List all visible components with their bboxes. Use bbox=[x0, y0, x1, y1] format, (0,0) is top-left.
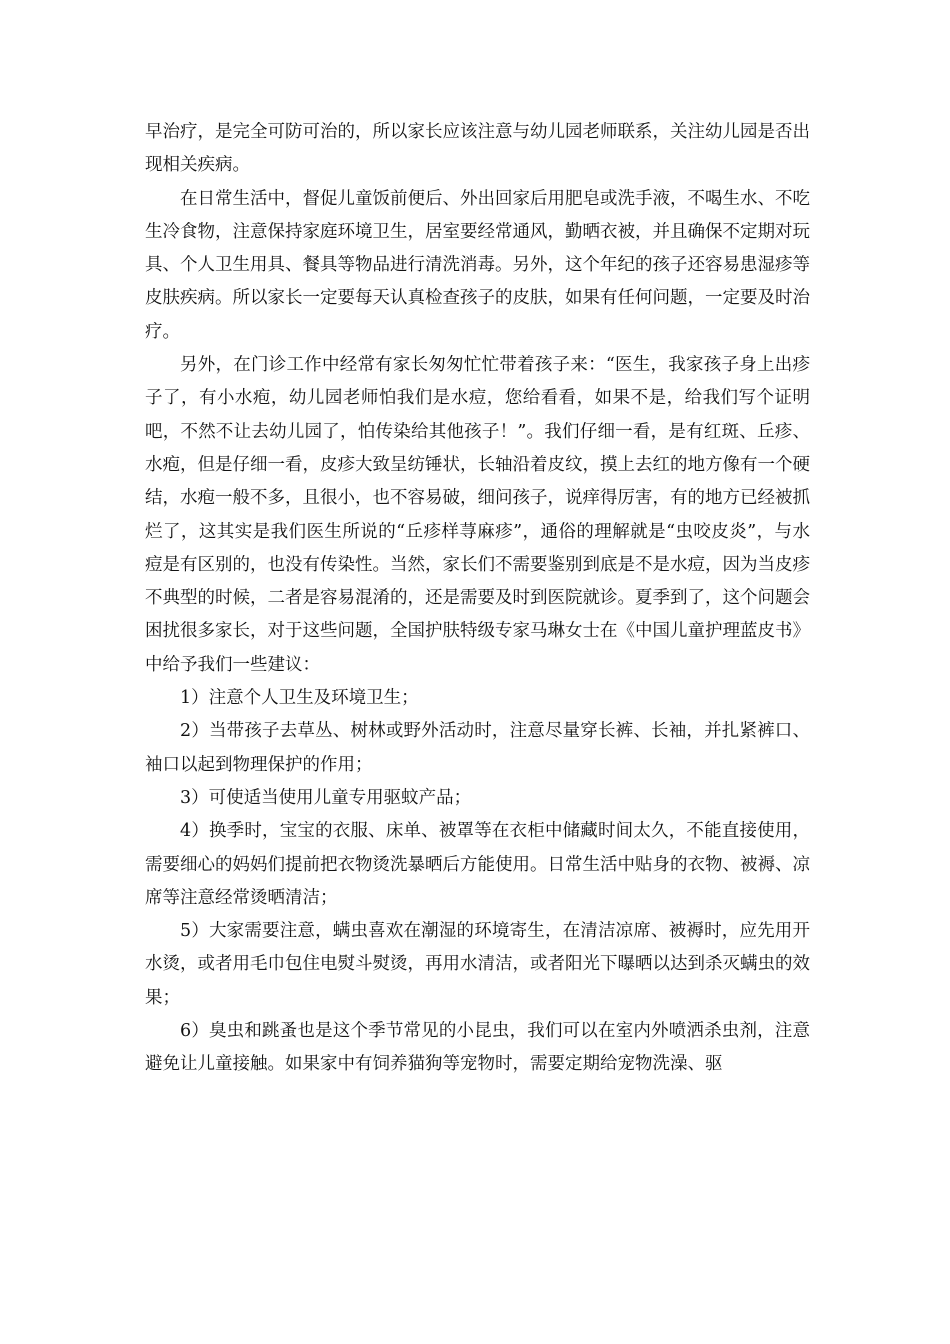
document-body bbox=[145, 116, 810, 1082]
list-item-1: 1）注意个人卫生及环境卫生； bbox=[180, 688, 419, 709]
list-item-5: 5）大家需要注意，螨虫喜欢在潮湿的环境寄生，在清洁凉席、被褥时，应先用开水烫，或者用毛巾包住电熨斗熨烫，再用水清洁，或者阳光下曝晒以达到杀灭螨虫的效果； bbox=[145, 921, 810, 1008]
paragraph-3: 另外，在门诊工作中经常有家长匆匆忙忙带着孩子来：“医生，我家孩子身上出疹子了，有小水疱，幼儿园老师怕我们是水痘，您给看看，如果不是，给我们写个证明吧，不然不让去幼儿园了，怕传染给其他孩子！”。我们仔细一看，是有红斑、丘疹、水疱，但是仔细一看，皮疹大致呈纺锤状，长轴沿着皮纹，摸上去红的地方像有一个硬结，水疱一般不多，且很小，也不容易破，细问孩子，说痒得厉害，有的地方已经被抓烂了，这其实是我们医生所说的“丘疹样荨麻疹”，通俗的理解就是“虫咬皮炎”，与水痘是有区别的，也没有传染性。当然，家长们不需要鉴别到底是不是水痘，因为当皮疹不典型的时候，二者是容易混淆的，还是需要及时到医院就诊。夏季到了，这个问题会困扰很多家长，对于这些问题，全国护肤特级专家马琳女士在《中国儿童护理蓝皮书》中给予我们一些建议： bbox=[145, 355, 810, 675]
list-item-4: 4）换季时，宝宝的衣服、床单、被罩等在衣柜中储藏时间太久，不能直接使用，需要细心的妈妈们提前把衣物烫洗暴晒后方能使用。日常生活中贴身的衣物、被褥、凉席等注意经常烫晒清洁； bbox=[145, 821, 810, 908]
list-item-2: 2）当带孩子去草丛、树林或野外活动时，注意尽量穿长裤、长袖，并扎紧裤口、袖口以起到物理保护的作用； bbox=[145, 721, 810, 775]
list-item-6: 6）臭虫和跳蚤也是这个季节常见的小昆虫，我们可以在室内外喷洒杀虫剂，注意避免让儿童接触。如果家中有饲养猫狗等宠物时，需要定期给宠物洗澡、驱 bbox=[145, 1021, 810, 1075]
paragraph-2: 在日常生活中，督促儿童饭前便后、外出回家后用肥皂或洗手液，不喝生水、不吃生冷食物，注意保持家庭环境卫生，居室要经常通风，勤晒衣被，并且确保不定期对玩具、个人卫生用具、餐具等物品进行清洗消毒。另外，这个年纪的孩子还容易患湿疹等皮肤疾病。所以家长一定要每天认真检查孩子的皮肤，如果有任何问题，一定要及时治疗。 bbox=[145, 188, 810, 342]
list-item-3: 3）可使适当使用儿童专用驱蚊产品； bbox=[180, 787, 472, 808]
paragraph-1: 早治疗，是完全可防可治的，所以家长应该注意与幼儿园老师联系，关注幼儿园是否出现相关疾病。 bbox=[145, 122, 810, 176]
